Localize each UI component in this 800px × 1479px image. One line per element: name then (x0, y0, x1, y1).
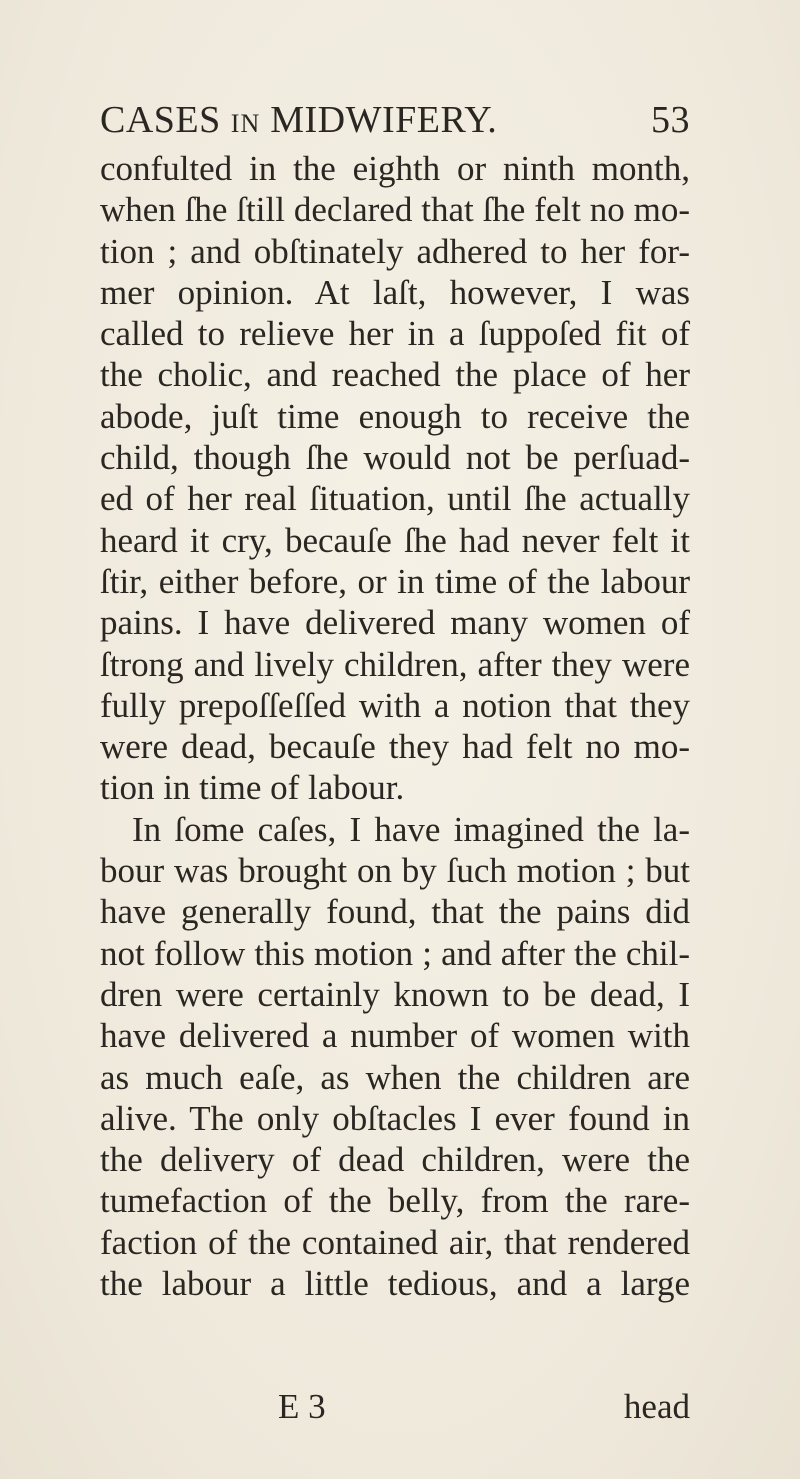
signature-mark: E 3 (278, 1387, 326, 1426)
page-number: 53 (651, 99, 690, 141)
text-line: heard it cry, becauſe ſhe had never felt it (100, 520, 690, 560)
text-line: faction of the contained air, that rendered (100, 1222, 690, 1262)
catchword: head (623, 1387, 690, 1426)
text-line-paragraph-start: In ſome caſes, I have imagined the la- (132, 809, 690, 849)
body-text (100, 148, 690, 1304)
text-line: the cholic, and reached the place of her (100, 355, 690, 395)
running-title-text-end: MIDWIFERY. (260, 99, 498, 141)
text-line: abode, juſt time enough to receive the (100, 396, 690, 436)
text-line: the labour a little tedious, and a large (100, 1264, 690, 1304)
text-line: called to relieve her in a ſuppoſed fit of (100, 314, 690, 354)
running-title-text: CASES (100, 99, 231, 141)
text-line: have delivered a number of women with (100, 1016, 690, 1056)
text-line: dren were certainly known to be dead, I (100, 974, 690, 1014)
text-line-paragraph-end: tion in time of labour. (100, 768, 405, 808)
text-line: ed of her real ſituation, until ſhe actually (100, 479, 690, 519)
running-title-small-caps: IN (230, 109, 261, 138)
text-line: not follow this motion ; and after the chil- (100, 933, 690, 973)
text-line: as much eaſe, as when the children are (100, 1057, 690, 1097)
text-line: tion ; and obſtinately adhered to her for- (100, 231, 690, 271)
text-line: confulted in the eighth or ninth month, (100, 149, 690, 188)
text-line: child, though ſhe would not be perſuad- (100, 438, 690, 478)
text-line: ſtrong and lively children, after they were (100, 644, 690, 684)
page-header (100, 98, 690, 148)
text-line: have generally found, that the pains did (100, 892, 690, 932)
text-line: tumefaction of the belly, from the rare- (100, 1181, 690, 1221)
text-line: the delivery of dead children, were the (100, 1140, 690, 1180)
text-line: fully prepoſſeſſed with a notion that they (100, 685, 690, 725)
text-line: bour was brought on by ſuch motion ; but (100, 851, 690, 891)
page-footer (100, 1387, 690, 1429)
running-title (100, 98, 497, 142)
text-line: alive. The only obſtacles I ever found in (100, 1098, 690, 1138)
text-line: mer opinion. At laſt, however, I was (100, 272, 690, 312)
text-line: ſtir, either before, or in time of the labour (100, 561, 690, 601)
text-line: were dead, becauſe they had felt no mo- (100, 727, 690, 767)
text-line: when ſhe ſtill declared that ſhe felt no mo- (100, 190, 690, 230)
text-line: pains. I have delivered many women of (100, 603, 690, 643)
